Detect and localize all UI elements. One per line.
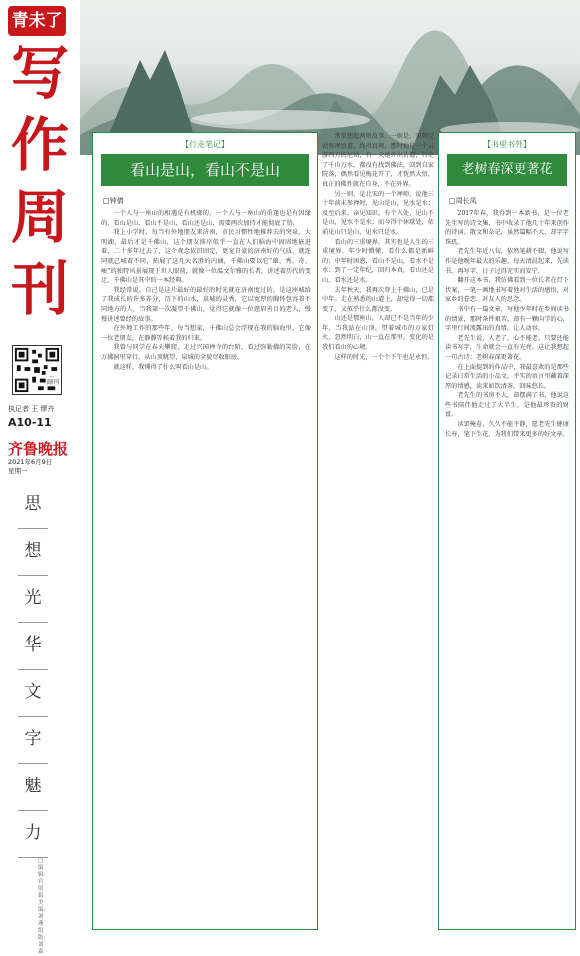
paragraph: 另一则，是北宋的一个禅师，说他三十年前未参禅时，见山是山，见水是水；及至后来，亲见知识，有个入处，见山不是山，见水不是水；而今得个休歇处，依前见山只是山，见水只是水。	[322, 190, 434, 236]
masthead-column	[0, 0, 80, 955]
paragraph: 我经常说，自己是这片最好的最好的时光就在济南度过的，是这座城给了我成长的许多养分，历下的山水，泉城的灵秀，它以宽厚的胸怀包容着不同地方的人，当我第一次凝望千佛山，觉得它就像一位慈眉善目的老人，慢慢讲述曾经的故事。	[101, 286, 311, 323]
weekday-text: 星期一	[8, 467, 28, 475]
slogan-char: 思	[18, 482, 48, 529]
paragraph: 我上小学时，每当有外地朋友来济南，市民习惯性地推荐去的突泉、大明湖，最后才是千佛山，这个朋友排序似乎一直在人们脑海中固固地嵌进着，二十多年过去了，这个观念依旧固定，更宠自豪的济南好的气质，就连同就已城着不同，拓展了这几大名胜的内涵，千佛山要以它“雄、秀、奇、峻”的独特风景展现于世人眼前，就像一位温文尔雅的长者，讲述着历代的变迁，千佛山是其中的一本经典。	[101, 229, 311, 285]
paragraph: 在外地工作的那些年，每当想家，千佛山总会浮现在我的脑海里，它像一位老朋友，在静静等候着我的归来。	[101, 325, 311, 342]
section-tag: 【行走笔记】	[181, 140, 229, 149]
slogan-char: 魅	[18, 764, 48, 811]
slogan-char: 字	[18, 717, 48, 764]
slogan-char: 力	[18, 811, 48, 858]
article-body	[101, 209, 311, 923]
masthead-char: 刊	[10, 255, 69, 323]
slogan-char: 文	[18, 670, 48, 717]
paragraph: 翻开这本书，我仿佛看到一位长者在灯下伏案，一笔一画地书写着他对生活的感悟，对家乡的眷恋，对友人的思念。	[445, 277, 569, 304]
paragraph: 老先生的书房不大，却摆满了书，他说这些书陪伴他走过了大半生，是他最珍贵的财富。	[445, 392, 569, 419]
paragraph: 2017年春，我得到一本新书，是一位老先生写的诗文集，书中收录了他几十年来创作的诗词、散文和杂记，虽然篇幅不大，却字字珠玑。	[445, 210, 569, 246]
paragraph: 老先生说，人老了，心不能老，只要还能读书写字，生命就会一直有光亮。这让我想起一句古诗：老树春深更著花。	[445, 334, 569, 361]
paragraph: 常常想起两则故事。一则是，宋朝尼姑参禅悟道，终得真境。那时她是一个云游四方的尼姑，有一天她外出访道，行走了千山万水，都没有找到佛法，回到自家院落，偶然看见梅花开了，才恍然大悟，真正的佛性就在自身，不在外界。	[322, 133, 434, 188]
masthead-title	[4, 40, 76, 328]
slogan-char: 光	[18, 576, 48, 623]
staff-credit: 执记者 王 缪卉	[8, 405, 55, 413]
article-left	[92, 132, 318, 930]
slogan-char: 想	[18, 529, 48, 576]
article-title: 看山是山，看山不是山	[101, 154, 309, 186]
qr-label: 副刊	[47, 379, 60, 386]
masthead-char: 周	[10, 183, 69, 251]
paper-date	[8, 458, 52, 476]
qr-code-icon	[13, 346, 61, 394]
paragraph: 书中有一篇文章，写他少年时在乡间读书的情景，那时条件艰苦，却有一颗向学的心，字里行间流露出的真情，让人动容。	[445, 305, 569, 333]
masthead-char: 作	[10, 111, 69, 179]
masthead-char: 写	[10, 39, 69, 107]
paragraph: 就这样，我懂得了什么叫看山是山。	[113, 363, 213, 371]
slogan	[18, 482, 48, 858]
article-continuation	[322, 132, 434, 930]
page-number: A10-11	[8, 416, 52, 429]
paragraph: 在上面提到的作品中，我最喜欢的是那些记录日常生活的小品文，平实的语言里藏着深厚的情感，读来如饮清茶，回味悠长。	[445, 363, 569, 390]
slogan-char: 华	[18, 623, 48, 670]
article-byline: □钟倩	[103, 197, 124, 205]
date-text: 2021年6月9日	[8, 458, 53, 466]
article-right	[438, 132, 576, 930]
paper-name: 齐鲁晚报	[8, 440, 69, 458]
qr-code[interactable]	[12, 345, 62, 395]
editor-credit: □ 编辑：宫照娟 美编：刘燕 组版：刘森	[38, 858, 50, 955]
paragraph: 这样的时光，一个个下午也是永恒。	[334, 353, 434, 361]
paragraph: 老先生年近八旬，依然笔耕不辍，他说写作是他晚年最大的乐趣，每天清晨起来，先读书，再写字，日子过得充实而安宁。	[445, 248, 569, 275]
section-tag: 【书里书外】	[483, 140, 531, 149]
paragraph: 一个人与一座山的相遇是有机缘的，一个人与一座山的重逢也是有因缘的，看山是山，看山不是山，看山还是山，需要两次加持才能彻底了悟。	[101, 210, 311, 227]
paragraph: 山还是那座山，人却已不是当年的少年，当我站在山顶，望着城市的万家灯火，忽然明白，山一直在那里，变化的是我们看山的心境。	[322, 315, 434, 352]
article-title: 老树春深更著花	[447, 154, 567, 186]
article-body	[445, 209, 569, 923]
article-byline: □周长凤	[449, 197, 477, 205]
paragraph: 去年秋天，我再次登上千佛山，已是中年。走在熟悉的山道上，却觉得一切都变了，又似乎什么都没变。	[322, 286, 434, 313]
newspaper-logo: 青未了	[8, 6, 66, 36]
paragraph: 读罢掩卷，久久不能平静，愿老先生健康长寿，笔下生花，为我们带来更多的好文章。	[445, 421, 569, 438]
paragraph: 我曾与同学在春天攀爬，走过兴国禅寺的台阶，看过弥勒佛的笑脸，在万佛洞里穿行，从山顶眺望，泉城的全貌尽收眼底。	[101, 344, 311, 361]
paragraph: 看山的三重境界，其实也是人生的三重境界，年少时懵懂，看什么都是新鲜的；中年时困惑，看山不是山，看水不是水；到了一定年纪，回归本真，看山还是山，看水还是水。	[322, 238, 434, 284]
